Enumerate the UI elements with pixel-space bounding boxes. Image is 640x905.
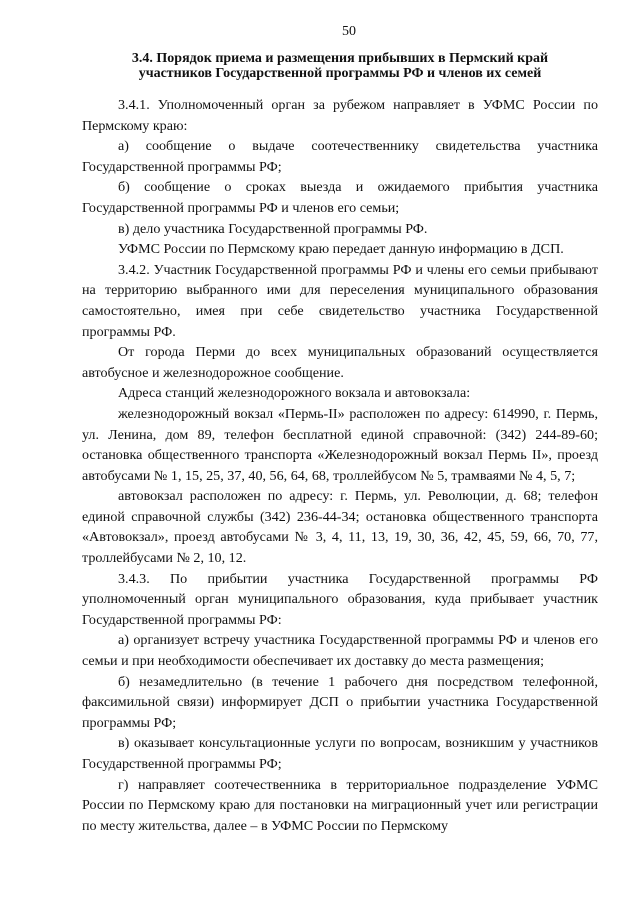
body-text xyxy=(82,95,598,836)
paragraph-stations-heading: Адреса станций железнодорожного вокзала и автовокзала: xyxy=(118,385,471,402)
paragraph-item-a: а) сообщение о выдаче соотечественнику свидетельства участника Государственной программы РФ; xyxy=(82,138,598,175)
paragraph-3-4-2: 3.4.2. Участник Государственной программы РФ и члены его семьи прибывают на территорию выбранного ими для переселения муниципального образования самостоятельно, имея при себе свидетельство участника Государственной программы РФ. xyxy=(82,261,598,340)
paragraph-transport: От города Перми до всех муниципальных образований осуществляется автобусное и железнодорожное сообщение. xyxy=(82,344,598,381)
paragraph-3-4-1: 3.4.1. Уполномоченный орган за рубежом направляет в УФМС России по Пермскому краю: xyxy=(82,97,598,134)
paragraph-item-g-referral: г) направляет соотечественника в территориальное подразделение УФМС России по Пермскому краю для постановки на миграционный учет или регистрации по месту жительства, далее – в УФМС России по Пермскому xyxy=(82,776,598,834)
section-title-line-1: 3.4. Порядок приема и размещения прибывших в Пермский край xyxy=(131,51,549,66)
section-title-line-2: участников Государственной программы РФ и членов их семей xyxy=(138,66,542,81)
paragraph-item-b-inform: б) незамедлительно (в течение 1 рабочего дня посредством телефонной, факсимильной связи) информирует ДСП о прибытии участника Государственной программы РФ; xyxy=(82,673,598,731)
paragraph-bus-station: автовокзал расположен по адресу: г. Пермь, ул. Революции, д. 68; телефон единой справочной службы (342) 236-44-34; остановка общественного транспорта «Автовокзал», проезд автобусами № 3, 4, 11, 13, 19, 30, 36, 42, 45, 59, 66, 70, 77, троллейбусами № 2, 10, 12. xyxy=(82,488,598,567)
paragraph-item-v-consult: в) оказывает консультационные услуги по вопросам, возникшим у участников Государственной программы РФ; xyxy=(82,735,598,772)
section-title xyxy=(82,51,598,81)
page-number: 50 xyxy=(342,24,356,39)
paragraph-3-4-3: 3.4.3. По прибытии участника Государственной программы РФ уполномоченный орган муниципального образования, куда прибывает участник Государственной программы РФ: xyxy=(82,570,598,628)
paragraph-item-v: в) дело участника Государственной программы РФ. xyxy=(118,220,428,237)
paragraph-ufms-transfer: УФМС России по Пермскому краю передает данную информацию в ДСП. xyxy=(118,241,564,258)
paragraph-railway-station: железнодорожный вокзал «Пермь-II» расположен по адресу: 614990, г. Пермь, ул. Ленина, дом 89, телефон бесплатной единой справочной: (342) 244-89-60; остановка общественного транспорта «Железнодорожный вокзал Пермь II», проезд автобусами № 1, 15, 25, 37, 40, 56, 64, 68, троллейбусом № 5, трамваями № 4, 5, 7; xyxy=(82,405,598,484)
paragraph-item-b: б) сообщение о сроках выезда и ожидаемого прибытия участника Государственной программы РФ и членов его семьи; xyxy=(82,179,598,216)
paragraph-item-a-meeting: а) организует встречу участника Государственной программы РФ и членов его семьи и при необходимости обеспечивает их доставку до места размещения; xyxy=(82,632,598,670)
